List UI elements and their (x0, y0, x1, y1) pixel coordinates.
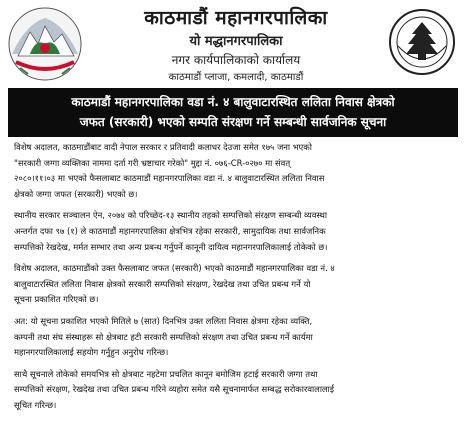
office-name: काठमाडौं महानगरपालिका (144, 7, 328, 29)
notice-title-banner (8, 88, 458, 137)
paragraph-line: कम्पनी तथा संघ संस्थाहरू सो क्षेत्रबाट हटी सरकारी सम्पत्तिको संरक्षण तथा उचित प्रबन्ध गर्ने कार्यमा (14, 331, 313, 342)
paragraph-line: "सरकारी जग्गा व्यक्तिका नाममा दर्ता गरी भ्रष्टाचार गरेको" मुद्दा नं. ०७६-CR-०२७० मा संवत् (14, 157, 291, 168)
paragraph-line: सूचना प्रकाशित गरिएको छ। (14, 294, 99, 305)
paragraph-1 (14, 140, 460, 202)
paragraph-line: विशेष अदालत, काठमाडौंको उक्त फैसलाबाट जफत (सरकारी) भएको काठमाडौं महानगरपालिका वडा नं. ४ (14, 263, 335, 274)
nepal-emblem-icon (6, 4, 84, 82)
paragraph-line: २०८०।११।०३ मा भएको फैसलाबाट काठमाडौं महानगरपालिका वडा नं. ४ बालुवाटारस्थित ललिता निवास (14, 173, 325, 184)
paragraph-3 (14, 261, 460, 308)
office-name-stylized: यो मद्धानगरपालिका (189, 34, 283, 49)
notice-body (14, 140, 460, 420)
paragraph-2 (14, 208, 460, 255)
metropolitan-seal-icon (388, 6, 456, 78)
paragraph-5 (14, 367, 460, 414)
paragraph-4 (14, 314, 460, 361)
paragraph-line: विशेष अदालत, काठमाडौंबाट वादी नेपाल सरकार र प्रतिवादी कलाधर देउजा समेत १७५ जना भएको (14, 142, 312, 152)
office-address: काठमाडौं प्लाजा, कमलादी, काठमाडौं (168, 72, 304, 83)
paragraph-line: महानगरपालिकालाई सहयोग गर्नुहुन अनुरोध गरिन्छ। (14, 347, 169, 358)
paragraph-line: सूचित गरिन्छ। (14, 399, 57, 410)
office-subtitle: नगर कार्यपालिकाको कार्यालय (171, 53, 301, 67)
paragraph-line: सम्पत्तिको संरक्षण, रेखदेख तथा उचित प्रबन्ध गरिने व्यहोरा समेत यसै सूचनामार्फत सम्बद्ध सरोकारवालालाई (14, 384, 334, 395)
paragraph-line: बालुवाटारस्थित ललिता निवास क्षेत्रको सरकारी सम्पत्तिको संरक्षण, रेखदेख तथा उचित प्रबन्ध गर्ने यो (14, 278, 311, 289)
paragraph-line: सम्पत्तिको रेखदेख, मर्मत सम्भार तथा अन्य प्रबन्ध गर्नुपर्ने कानूनी दायित्व महानगरपालिकालाई तोकेको छ। (14, 241, 328, 252)
paragraph-line: क्षेत्रको जग्गा जफत (सरकारी) भएको छ। (14, 188, 138, 199)
paragraph-line: स्थानीय सरकार सञ्चालन ऐन, २०७४ को परिच्छेद-१३ स्थानीय तहको सम्पत्तिको संरक्षण सम्बन्धी व्यवस्था (14, 210, 328, 221)
paragraph-line: अत: यो सूचना प्रकाशित भएको मितिले ७ (सात) दिनभित्र उक्त ललिता निवास क्षेत्रमा रहेका व्यक्ति, (14, 315, 313, 326)
notice-title-line-1: काठमाडौं महानगरपालिका वडा नं. ४ बालुवाटारस्थित ललिता निवास क्षेत्रको (71, 95, 395, 109)
paragraph-line: अन्तर्गत दफा ९७ (१) ले काठमाडौं महानगरपालिका क्षेत्रभित्र रहेका सरकारी, सामुदायिक तथा सार्वजनिक (14, 225, 326, 236)
paragraph-line: साथै सूचनाले तोकेको समयभित्र सो क्षेत्रबाट नहटेमा प्रचलित कानून बमोजिम हटाई सरकारी जग्गा तथा (14, 368, 318, 379)
notice-title-line-2: जफत (सरकारी) भएको सम्पति संरक्षण गर्ने सम्बन्धी सार्वजनिक सूचना (79, 115, 387, 129)
